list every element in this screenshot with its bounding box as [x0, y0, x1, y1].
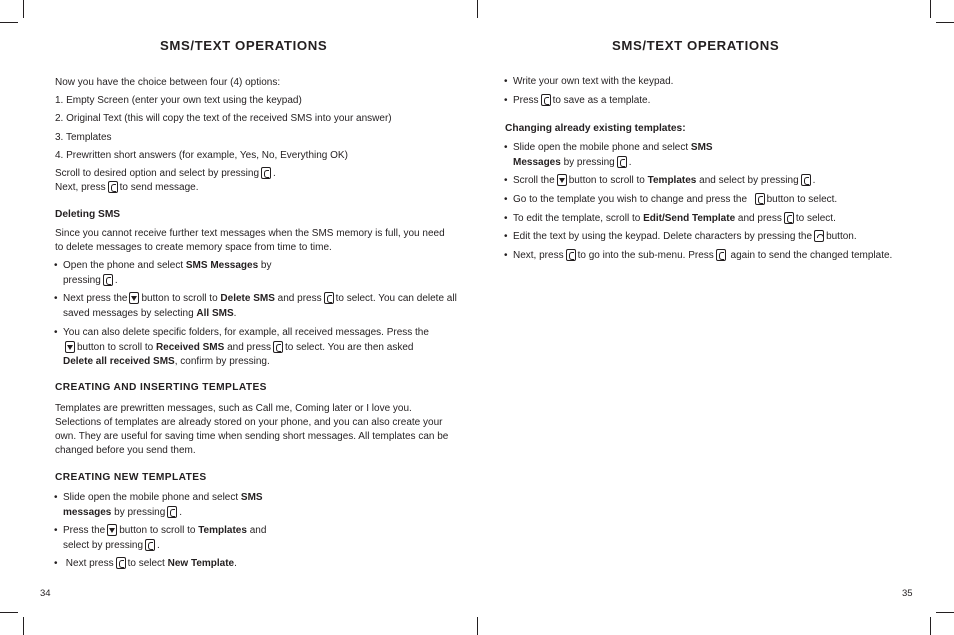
ok-key-icon	[541, 94, 551, 106]
creating-templates-heading: CREATING AND INSERTING TEMPLATES	[55, 382, 267, 393]
list-item: • To edit the template, scroll to Edit/Send Template and press to select.	[504, 212, 923, 227]
list-item: • Next, press to go into the sub-menu. Press again to send the changed template.	[504, 249, 913, 264]
list-item: • Open the phone and select SMS Messages by pressing .	[54, 259, 323, 288]
option-item: 1. Empty Screen (enter your own text using the keypad)	[55, 95, 302, 106]
ok-key-icon	[566, 249, 576, 261]
changing-templates-heading: Changing already existing templates:	[505, 123, 686, 134]
option-item: 3. Templates	[55, 132, 112, 143]
creating-templates-body: Templates are prewritten messages, such as Call me, Coming later or I love you. Selections of templates are already stored on your phone, and you can also create your own. They are useful for saving time when sending short messages. All templates can be changed before you send them.	[55, 403, 449, 456]
list-item: • Scroll the button to scroll to Templates and select by pressing .	[504, 174, 923, 189]
intro-text: Now you have the choice between four (4) options:	[55, 77, 281, 88]
deleting-sms-heading: Deleting SMS	[55, 209, 121, 220]
ok-key-icon	[617, 156, 627, 168]
page-title: SMS/TEXT OPERATIONS	[612, 38, 780, 53]
right-page	[477, 0, 954, 635]
ok-key-icon	[324, 292, 334, 304]
ok-key-icon	[716, 249, 726, 261]
down-arrow-key-icon	[557, 174, 567, 186]
ok-key-icon	[167, 506, 177, 518]
list-item: • Press the button to scroll to Templates and select by pressing .	[54, 524, 323, 553]
list-item: • Write your own text with the keypad.	[504, 75, 913, 90]
next-send-line: Next, press to send message.	[55, 182, 199, 193]
ok-key-icon	[261, 167, 271, 179]
option-item: 4. Prewritten short answers (for example, Yes, No, Everything OK)	[55, 150, 348, 161]
page-number: 34	[40, 588, 51, 599]
ok-key-icon	[108, 181, 118, 193]
down-arrow-key-icon	[107, 524, 117, 536]
ok-key-icon	[116, 557, 126, 569]
ok-key-icon	[273, 341, 283, 353]
list-item: • Slide open the mobile phone and select SMS Messages by pressing .	[504, 141, 773, 170]
down-arrow-key-icon	[65, 341, 75, 353]
end-call-key-icon	[814, 230, 824, 242]
list-item: • Slide open the mobile phone and select SMS messages by pressing .	[54, 491, 323, 520]
page-number: 35	[902, 588, 913, 599]
list-item: • Press to save as a template.	[504, 94, 913, 109]
list-item: • Go to the template you wish to change and press the button to select.	[504, 193, 923, 208]
ok-key-icon	[755, 193, 765, 205]
page-title: SMS/TEXT OPERATIONS	[160, 38, 328, 53]
ok-key-icon	[103, 274, 113, 286]
list-item: • You can also delete specific folders, for example, all received messages. Press the button to scroll to Received SMS and press to select. You are then asked Delete all received SMS, confirm by pressing.	[54, 326, 458, 370]
down-arrow-key-icon	[129, 292, 139, 304]
new-templates-heading: CREATING NEW TEMPLATES	[55, 472, 207, 483]
option-item: 2. Original Text (this will copy the text of the received SMS into your answer)	[55, 113, 392, 124]
ok-key-icon	[145, 539, 155, 551]
ok-key-icon	[784, 212, 794, 224]
list-item: • Next press to select New Template.	[54, 557, 363, 572]
scroll-select-line: Scroll to desired option and select by pressing .	[55, 168, 276, 179]
list-item: • Next press the button to scroll to Delete SMS and press to select. You can delete all saved messages by selecting All SMS.	[54, 292, 458, 321]
list-item: • Edit the text by using the keypad. Delete characters by pressing the button.	[504, 230, 933, 245]
ok-key-icon	[801, 174, 811, 186]
deleting-sms-body: Since you cannot receive further text messages when the SMS memory is full, you need to delete messages to create memory space from time to time.	[55, 228, 445, 253]
